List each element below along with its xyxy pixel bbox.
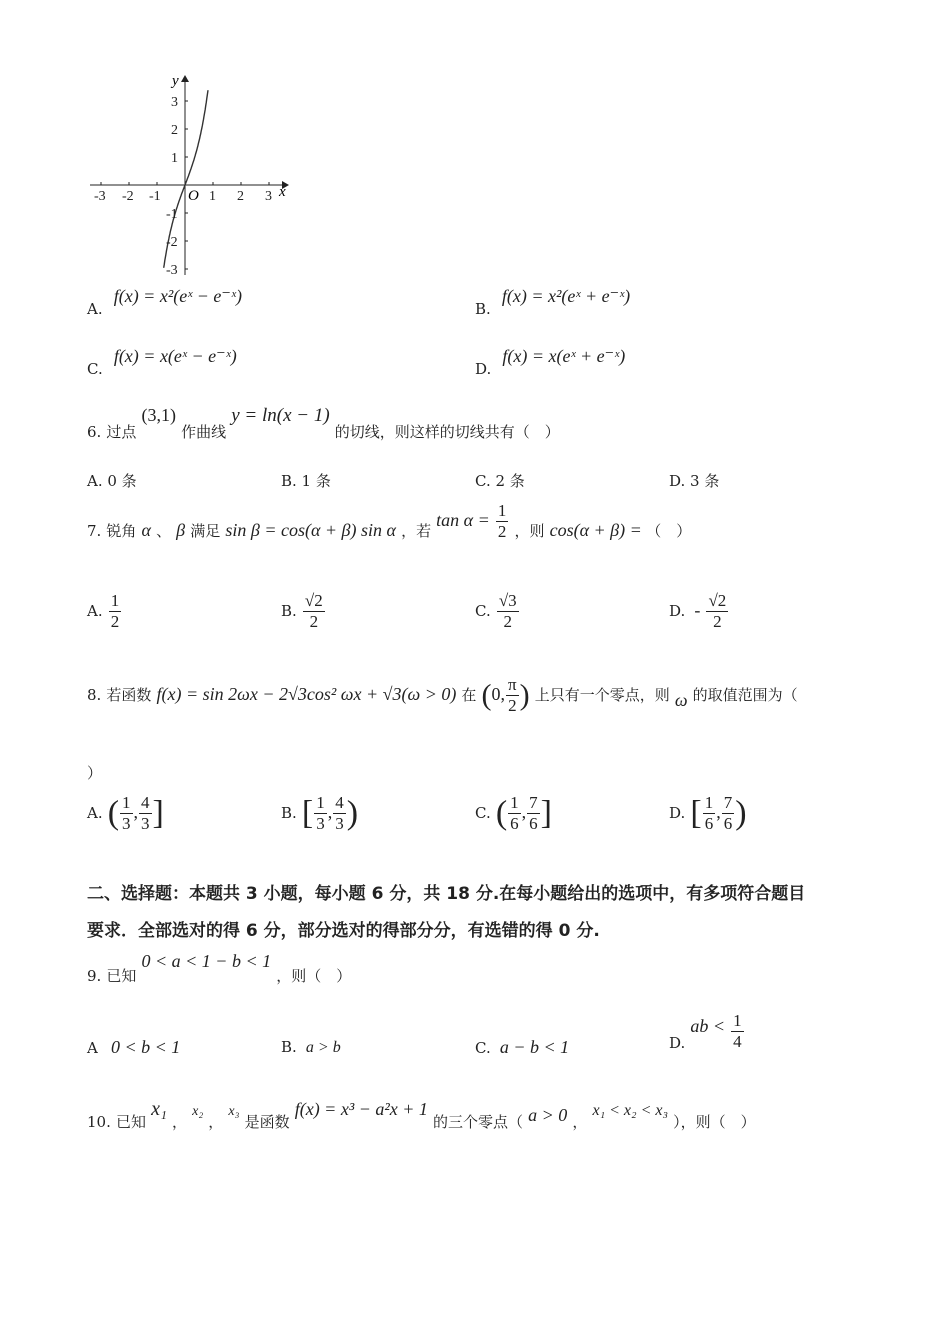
y-tick-label: -1 (166, 207, 178, 222)
question-text: 的三个零点（ (433, 1113, 524, 1131)
bracket-right: ) (735, 794, 747, 832)
option-fraction: $\frac{4}{3}$ (141, 793, 150, 833)
option-formula: f(x) = x²(eˣ − e⁻ˣ) (113, 286, 242, 306)
option-fraction: $\frac{1}{4}$ (733, 1011, 742, 1051)
option-formula: f(x) = x(eˣ − e⁻ˣ) (113, 346, 237, 366)
bracket-right: ) (346, 794, 359, 832)
ask-formula: cos(α + β) = (549, 519, 647, 540)
tan-formula: tan α = (436, 509, 490, 530)
curve-formula: y = ln(x − 1) (231, 405, 330, 426)
bracket-left: ( (107, 794, 120, 832)
question-number: 6. (87, 423, 102, 441)
alpha-symbol: α (141, 519, 151, 540)
option-letter: A. (87, 300, 103, 318)
question-text: ，则 (514, 521, 545, 540)
question-number: 10. (87, 1113, 111, 1131)
question-text: 作曲线 (181, 423, 227, 441)
option-sign: - (694, 599, 701, 620)
question-text: 若函数 (106, 685, 152, 704)
option-letter: A (87, 1039, 98, 1057)
option-fraction: $\frac{1}{6}$ (510, 793, 519, 833)
interval-paren-left: ( (481, 678, 492, 712)
option-letter: D. (669, 601, 686, 620)
option-letter: A. (87, 601, 103, 620)
option-fraction: $\frac{√2}{2}$ (708, 591, 727, 631)
y-tick-label: 1 (171, 151, 178, 166)
bracket-left: ( (495, 794, 508, 832)
question-text: 是函数 (244, 1113, 290, 1131)
y-tick-label: 2 (171, 123, 178, 138)
question-8 (87, 676, 798, 715)
function-formula: f(x) = sin 2ωx − 2√3cos² ωx + √3(ω > 0) (156, 683, 457, 704)
question-text: 在 (461, 685, 477, 704)
question-text: ，则（ ） (276, 967, 352, 985)
option-letter: C. (475, 803, 491, 822)
x-tick-label: -2 (122, 189, 134, 204)
question-text: 已知 (115, 1113, 146, 1131)
x-tick-label: 3 (265, 189, 272, 204)
option-letter: D. (475, 360, 492, 378)
y-axis-label: y (172, 73, 179, 89)
interval-fraction: $\frac{\pi}{2}$ (508, 675, 517, 715)
option-fraction: $\frac{√3}{2}$ (498, 591, 517, 631)
y-tick-label: -2 (166, 235, 178, 250)
option-formula: 0 < b < 1 (110, 1037, 181, 1057)
option-letter: C. (475, 601, 491, 620)
question-number: 7. (87, 521, 102, 540)
option-formula: f(x) = x(eˣ + e⁻ˣ) (502, 346, 626, 366)
q9-option-d[interactable] (669, 1012, 745, 1051)
section-heading-line-2: 要求．全部选对的得 6 分，部分选对的得部分分，有选错的得 0 分. (87, 921, 600, 941)
condition-formula: 0 < a < 1 − b < 1 (141, 951, 272, 971)
omega-symbol: ω (674, 689, 688, 710)
option-letter: B. (475, 300, 491, 318)
option-formula: f(x) = x²(eˣ + e⁻ˣ) (501, 286, 631, 306)
question-text: ，若 (401, 521, 432, 540)
x-axis-label: x (279, 184, 286, 200)
question-8-continued: ） (87, 764, 103, 782)
q8-option-a[interactable]: A. ( $\frac{1}{3}$ , $\frac{4}{3}$ ] (87, 793, 164, 833)
question-6 (87, 405, 560, 441)
question-text: 上只有一个零点，则 (534, 685, 670, 704)
q7-option-b[interactable] (281, 592, 326, 631)
option-formula: a − b < 1 (499, 1037, 570, 1057)
option-fraction: $\frac{√2}{2}$ (304, 591, 323, 631)
q6-option-c[interactable]: C. 2 条 (475, 472, 525, 490)
question-7 (87, 501, 692, 545)
question-number: 9. (87, 967, 102, 985)
zero-x1: x₁ (151, 1098, 167, 1120)
question-number: 8. (87, 685, 102, 704)
option-letter: C. (87, 360, 103, 378)
q7-option-c[interactable] (475, 592, 520, 631)
q7-option-a[interactable] (87, 592, 122, 631)
q5-option-b[interactable] (475, 286, 631, 318)
q9-option-a[interactable] (87, 1037, 180, 1058)
option-formula: a > b (305, 1039, 341, 1056)
question-text: 锐角 (106, 521, 137, 540)
section-heading-line-1: 二、选择题：本题共 3 小题，每小题 6 分，共 18 分.在每小题给出的选项中，有多项符合题目 (87, 884, 806, 904)
option-fraction: $\frac{1}{2}$ (110, 591, 120, 631)
option-letter: B. (281, 1038, 297, 1056)
question-text: 的取值范围为（ (692, 685, 798, 704)
x-tick-label: 1 (209, 189, 216, 204)
option-letter: B. (281, 601, 297, 620)
option-fraction: $\frac{1}{6}$ (704, 793, 714, 833)
question-10 (87, 1098, 756, 1131)
function-formula: f(x) = x³ − a²x + 1 (294, 1099, 428, 1119)
y-tick-label: -3 (166, 263, 178, 278)
x-tick-label: -1 (149, 189, 161, 204)
question-text: （ ） (646, 521, 692, 540)
option-fraction: $\frac{1}{3}$ (316, 793, 325, 833)
option-letter: B. (281, 803, 297, 822)
bracket-left: [ (301, 794, 314, 832)
condition-formula: sin β = cos(α + β) sin α (225, 519, 396, 540)
bracket-right: ] (152, 794, 164, 832)
option-letter: D. (669, 803, 686, 822)
q9-option-c[interactable] (475, 1037, 569, 1058)
q5-option-a[interactable] (87, 286, 242, 318)
condition-formula: a > 0 (528, 1105, 568, 1125)
question-text: 已知 (106, 967, 137, 985)
q8-option-b[interactable]: B. [ $\frac{1}{3}$ , $\frac{4}{3}$ ) (281, 793, 359, 833)
option-fraction: $\frac{4}{3}$ (335, 793, 344, 833)
question-text: 的切线，则这样的切线共有（ ） (334, 423, 560, 441)
tan-fraction: $\frac{1}{2}$ (497, 501, 507, 541)
zero-x3: x₃ (228, 1104, 240, 1119)
point-formula: (3,1) (141, 405, 177, 425)
zero-x2: x₂ (192, 1104, 204, 1119)
option-letter: D. (669, 1033, 686, 1052)
question-text: ， (208, 1113, 224, 1131)
question-9 (87, 951, 352, 985)
condition-formula: x₁ < x₂ < x₃ (592, 1102, 669, 1119)
question-text: ， (172, 1113, 188, 1131)
question-text: 满足 (190, 521, 221, 540)
interval-paren-right: ) (519, 678, 530, 712)
q8-option-c[interactable]: C. ( $\frac{1}{6}$ , $\frac{7}{6}$ ] (475, 793, 552, 833)
option-formula: ab < (690, 1015, 726, 1036)
q8-option-d[interactable]: D. [ $\frac{1}{6}$ , $\frac{7}{6}$ ) (669, 793, 747, 833)
function-graph (82, 70, 297, 278)
q5-option-c[interactable] (87, 346, 237, 378)
option-fraction: $\frac{7}{6}$ (723, 793, 733, 833)
x-tick-label: 2 (237, 189, 244, 204)
option-fraction: $\frac{7}{6}$ (529, 793, 538, 833)
y-tick-label: 3 (171, 95, 178, 110)
option-letter: A. (87, 803, 103, 822)
question-text: 、 (156, 521, 172, 540)
q7-option-d[interactable] (669, 592, 729, 631)
q9-option-b[interactable] (281, 1037, 341, 1057)
q6-option-a[interactable]: A. 0 条 (87, 472, 137, 490)
q5-option-d[interactable] (475, 346, 626, 378)
question-text: ），则（ ） (673, 1113, 756, 1131)
bracket-left: [ (690, 794, 702, 832)
option-letter: C. (475, 1039, 491, 1057)
beta-symbol: β (176, 519, 186, 540)
option-fraction: $\frac{1}{3}$ (122, 793, 131, 833)
interval-start: 0, (491, 683, 506, 704)
x-tick-label: -3 (94, 189, 106, 204)
q6-option-d[interactable]: D. 3 条 (669, 472, 720, 490)
question-text: 过点 (106, 423, 137, 441)
q6-option-b[interactable]: B. 1 条 (281, 472, 331, 490)
bracket-right: ] (540, 794, 552, 832)
y-axis-arrow (181, 75, 189, 82)
question-text: ， (572, 1113, 588, 1131)
origin-label: O (188, 188, 199, 204)
